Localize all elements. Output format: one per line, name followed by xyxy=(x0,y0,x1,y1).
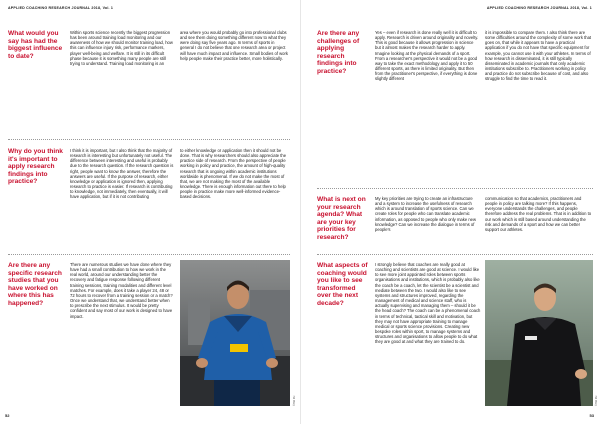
athlete-photo xyxy=(180,260,290,406)
question-specific-studies: Are there any specific research studies that you have worked on where this has happened? xyxy=(8,262,62,307)
running-head-left: APPLIED COACHING RESEARCH JOURNAL 2018, Vol. 1 xyxy=(8,6,114,10)
answer-challenges-col2: it is impossible to compare them. I also think there are some difficulties around the complexity of some work that goes on, that while it appears to have a practical application if you do not have that specific equipment for example, you cannot use it with your athletes. In terms of how research is disseminated, it is still typically disseminated in academic journals that only academic institutions subscribe to. Practitioners working in policy and practice do not subscribe because of cost, and also struggle to find the time to read it. xyxy=(485,30,592,82)
answer-research-agenda-col2: communication so that academics, practitioners and people in policy are talking more? If this happens, everyone understands the challenges, and people therefore address the real problems. That is in addition to our work which is still based around understanding the risk and demands of a sport and how we can better support our athletes. xyxy=(485,196,592,232)
page-number-right: 53 xyxy=(589,413,594,418)
answer-challenges-col1: Yes – even if research is done really well it is difficult to apply. Research is driven around originality and novelty. This is good because it allows progression in science but it almost makes the research harder to apply. Imagine looking at the physical demands of a sport. From a researcher's perspective it would not be a good way to take the exact methodology and apply it to 50 different sports, as there is limited originality. But then from the practitioner's perspective, if everything is done slightly different xyxy=(375,30,479,82)
answer-research-agenda-col1: My key priorities are trying to create an infrastructure and a system to increase the usefulness of research which is around translation of sports science. Can we create roles for people who can translate academic information, as opposed to people who only make new knowledge? Can we increase the dialogue in terms of people's xyxy=(375,196,477,232)
running-head-right: APPLIED COACHING RESEARCH JOURNAL 2018, Vol. 1 xyxy=(486,6,592,10)
page-number-left: 52 xyxy=(5,413,10,418)
answer-why-important-col1: I think it is important, but I also think that the majority of research is interesting but unfortunately not useful. The difference between interesting and useful is probably due to the research question. If the research question is right, people want to know the answer, therefore the answers are useful. If the purpose of research, either knowledge or application is ignored then, applying research to practice is easier. If research is contributing to knowledge, not immediately, then eventually, it will have application, but if it is not contributing xyxy=(70,148,174,200)
question-biggest-influence: What would you say has had the biggest influence to date? xyxy=(8,30,63,60)
answer-biggest-influence-col2: area where you would probably go into professional clubs and see them doing something different now to what they were doing say five years ago. In terms of sports in general I do not believe that one research area or project will have much impact and influence. Small bodies of work help people make their practice better, more holistically. xyxy=(180,30,288,61)
athlete-photo-image xyxy=(180,260,290,406)
question-challenges: Are there any challenges of applying research findings into practice? xyxy=(317,30,360,75)
section-divider xyxy=(317,254,593,255)
coach-photo-image xyxy=(485,260,593,406)
section-divider xyxy=(8,254,290,255)
answer-specific-studies: There are numerous studies we have done where they have had a small contribution to how we work in the real world, around our understanding better the recovery and fatigue response following different training sessions, training modalities and different level matches. For example, does it take a player 24, 48 or 72 hours to recover from a training session or a match? Once we understand that, we understand better when to prescribe the next stimulus. It would be pretty confident and say most of our work is designed to have impact. xyxy=(70,262,173,319)
photo-credit-left: ©SW Pix xyxy=(293,395,296,406)
coach-photo xyxy=(485,260,593,406)
right-page xyxy=(300,0,600,424)
section-divider xyxy=(317,188,593,189)
question-coaching-transformed: What aspects of coaching would you like to see transformed over the next decade? xyxy=(317,262,368,307)
question-why-important: Why do you think it's important to apply research findings into practice? xyxy=(8,148,63,186)
answer-biggest-influence-col1: Within sports science recently the biggest progression has been around training load monitoring and our awareness of how we should monitor training load, how this can influence injury risk, performance markers, player well-being and welfare. It is still in its difficult phase because it is something many people are still trying to understand. Training load monitoring is an xyxy=(70,30,173,66)
photo-credit-right: ©SW Pix xyxy=(595,395,598,406)
answer-coaching-transformed: I strongly believe that coaches are really good at coaching and scientists are good at science. I would like to see more joint appointed roles between sports organisations and institutions, which is probably also like the coach be a coach, let the scientist be a scientist and mediate between the two. I would also like to see systems and structures improved, regarding the management of medical and science staff, who is actually supervising and managing them – should it be the head coach? The coach can be a phenomenal coach in terms of technical, tactical skill and motivation, but they may not have appropriate training to manage medical or sports science provisions. Creating new bespoke roles within sport, to manage systems and structures and organisations to allow people to do what they are good at and what they are trained to do. xyxy=(375,262,481,345)
question-research-agenda: What is next on your research agenda? What are your key priorities for research? xyxy=(317,196,366,241)
section-divider xyxy=(8,139,290,140)
answer-why-important-col2: to either knowledge or application then it should not be done. That is why researchers should also appreciate the practice side of research. From the perspective of people working in policy and practice, the amount of high-quality research that is ongoing within academic institutions worldwide is phenomenal. If we do not make the most of that, we are not making the most of the available knowledge. There is enough information out there to help people in practice make more well-informed evidence-based decisions. xyxy=(180,148,287,200)
